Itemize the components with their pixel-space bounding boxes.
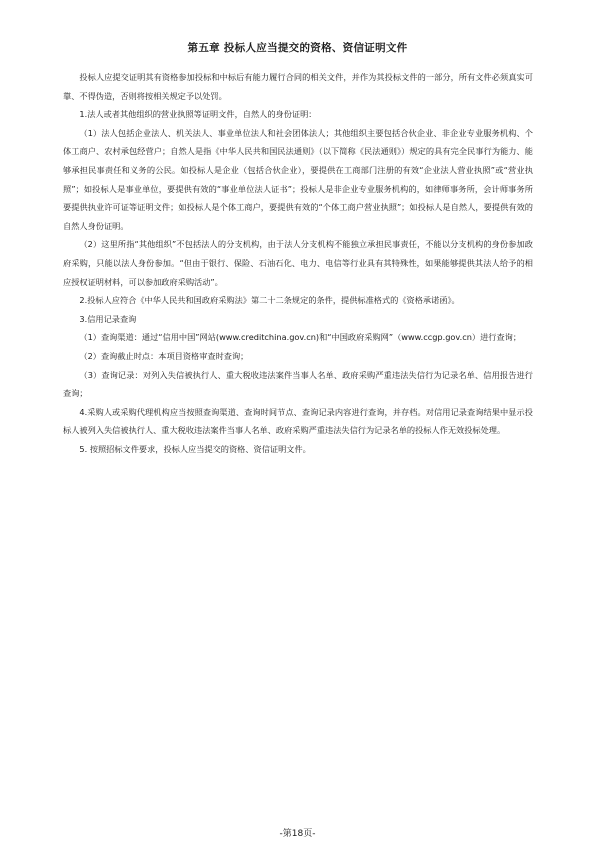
paragraph-item-3-3: （3）查询记录：对列入失信被执行人、重大税收违法案件当事人名单、政府采购严重违法失信行为记录名单、信用报告进行查询； (63, 369, 533, 399)
paragraph-item-5: 5. 按照招标文件要求，投标人应当提交的资格、资信证明文件。 (79, 443, 311, 454)
paragraph-item-3: 3.信用记录查询 (79, 313, 137, 324)
page-title: 第五章 投标人应当提交的资格、资信证明文件 (187, 42, 408, 54)
paragraph-item-3-1: （1）查询渠道：通过“信用中国”网站(www.creditchina.gov.cn)和“中国政府采购网”（www.ccgp.gov.cn）进行查询； (79, 332, 522, 343)
paragraph-item-2: 2.投标人应符合《中华人民共和国政府采购法》第二十二条规定的条件，提供标准格式的《资格承诺函》。 (79, 295, 460, 306)
paragraph-item-1-1: （1）法人包括企业法人、机关法人、事业单位法人和社会团体法人；其他组织主要包括合伙企业、非企业专业服务机构、个体工商户、农村承包经营户；自然人是指《中华人民共和国民法通则》（以下简称《民法通则》）规定的具有完全民事行为能力、能够承担民事责任和义务的公民。如投标人是企业（包括合伙企业），要提供在工商部门注册的有效“企业法人营业执照”或“营业执照”；如投标人是事业单位，要提供有效的“事业单位法人证书”；投标人是非企业专业服务机构的，如律师事务所，会计师事务所要提供执业许可证等证明文件；如投标人是个体工商户，要提供有效的“个体工商户营业执照”；如投标人是自然人，要提供有效的自然人身份证明。 (63, 127, 533, 231)
paragraph-item-3-2: （2）查询截止时点：本项目资格审查时查询； (79, 350, 249, 361)
document-body (63, 68, 533, 458)
paragraph-intro: 投标人应提交证明其有资格参加投标和中标后有能力履行合同的相关文件，并作为其投标文件的一部分，所有文件必须真实可靠、不得伪造，否则将按相关规定予以处罚。 (63, 72, 533, 101)
paragraph-item-4: 4.采购人或采购代理机构应当按照查询渠道、查询时间节点、查询记录内容进行查询，并存档。对信用记录查询结果中显示投标人被列入失信被执行人、重大税收违法案件当事人名单、政府采购严重违法失信行为记录名单的投标人作无效投标处理。 (63, 406, 533, 436)
paragraph-item-1: 1.法人或者其他组织的营业执照等证明文件，自然人的身份证明： (79, 109, 317, 120)
page-number: -第18页- (279, 829, 316, 839)
paragraph-item-1-2: （2）这里所指“其他组织”不包括法人的分支机构，由于法人分支机构不能独立承担民事责任，不能以分支机构的身份参加政府采购，只能以法人身份参加。“但由于银行、保险、石油石化、电力、电信等行业具有其特殊性，如果能够提供其法人给予的相应授权证明材料，可以参加政府采购活动”。 (63, 239, 533, 287)
